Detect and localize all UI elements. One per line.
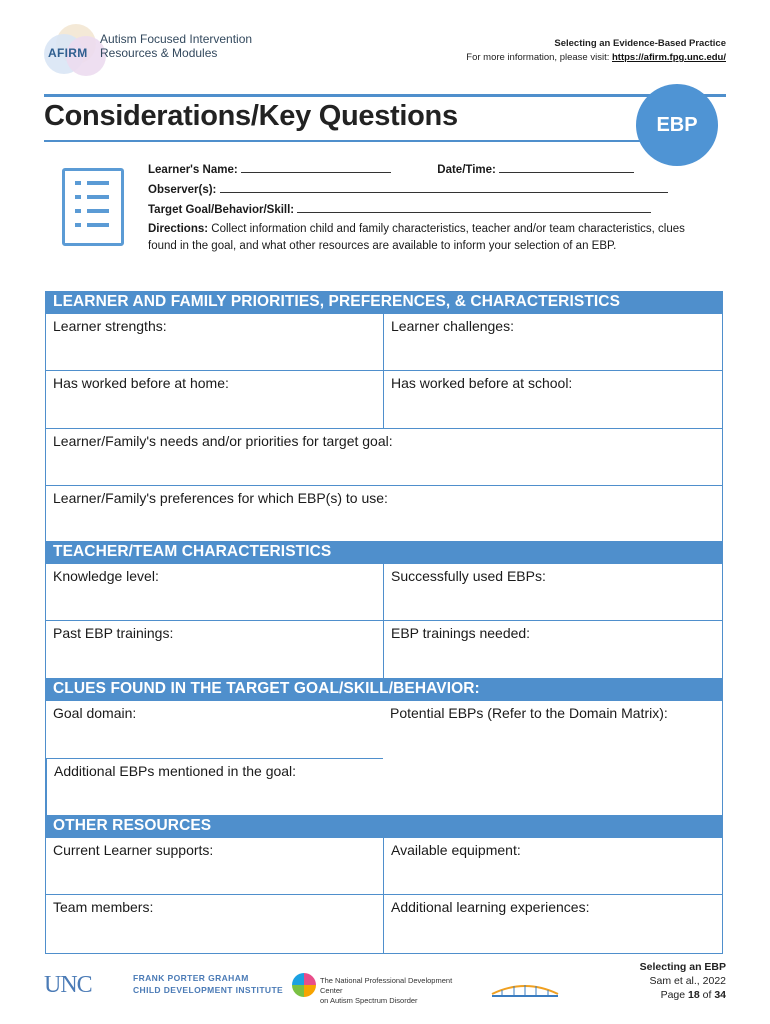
team-members-cell[interactable]: Team members: <box>53 899 154 915</box>
bridge-logo-icon <box>490 976 560 998</box>
doc-title: Selecting an Evidence-Based Practice <box>554 38 726 49</box>
section-learner-title: LEARNER AND FAMILY PRIORITIES, PREFERENCES, & CHARACTERISTICS <box>46 291 722 313</box>
logo-badge: AFIRM <box>48 46 88 60</box>
section-teacher-title: TEACHER/TEAM CHARACTERISTICS <box>46 541 722 563</box>
observers-label: Observer(s): <box>148 184 217 196</box>
section-clues-title: CLUES FOUND IN THE TARGET GOAL/SKILL/BEHAVIOR: <box>46 678 722 700</box>
unc-logo: UNC <box>44 972 92 998</box>
knowledge-level-cell[interactable]: Knowledge level: <box>53 568 159 584</box>
fpg-logo: FRANK PORTER GRAHAM CHILD DEVELOPMENT INSTITUTE <box>133 973 284 995</box>
footer-doc-title: Selecting an EBP <box>639 961 726 973</box>
npdc-orb-icon <box>292 973 316 997</box>
checklist-icon <box>62 168 124 246</box>
info-prefix: For more information, please visit: <box>466 52 610 63</box>
logo-name: Autism Focused Intervention Resources & Modules <box>100 32 253 60</box>
learner-name-field[interactable] <box>241 160 391 173</box>
worked-home-cell[interactable]: Has worked before at home: <box>53 375 229 391</box>
footer-citation <box>640 960 726 1002</box>
title-bottom-rule <box>44 140 644 142</box>
potential-ebps-cell[interactable]: Potential EBPs (Refer to the Domain Matrix): <box>390 705 668 721</box>
available-equipment-cell[interactable]: Available equipment: <box>383 838 722 894</box>
page-title: Considerations/Key Questions <box>44 100 458 132</box>
worked-school-cell[interactable]: Has worked before at school: <box>383 371 722 428</box>
learner-supports-cell[interactable]: Current Learner supports: <box>53 842 214 858</box>
afirm-link[interactable]: https://afirm.fpg.unc.edu/ <box>612 52 726 63</box>
title-top-rule <box>44 94 726 97</box>
observers-field[interactable] <box>220 180 668 193</box>
directions-text: Collect information child and family characteristics, teacher and/or team characteristics, clues found in the goal, and what other resources are available to inform your selection of an EBP. <box>148 223 685 252</box>
afirm-logo <box>44 22 254 74</box>
header-info <box>466 37 726 65</box>
past-trainings-cell[interactable]: Past EBP trainings: <box>53 625 174 641</box>
npdc-logo: The National Professional Development Center on Autism Spectrum Disorder <box>292 972 472 1000</box>
page-number: Page 18 of 34 <box>660 989 726 1001</box>
learner-strengths-cell[interactable]: Learner strengths: <box>53 318 167 334</box>
section-resources-title: OTHER RESOURCES <box>46 815 722 837</box>
info-fields <box>148 160 708 220</box>
trainings-needed-cell[interactable]: EBP trainings needed: <box>383 621 722 678</box>
learner-challenges-cell[interactable]: Learner challenges: <box>383 314 722 370</box>
target-field[interactable] <box>297 200 651 213</box>
date-time-label: Date/Time: <box>437 164 496 176</box>
family-preferences-cell[interactable]: Learner/Family's preferences for which EBP(s) to use: <box>46 485 722 541</box>
considerations-table <box>45 291 723 954</box>
directions-label: Directions: <box>148 223 209 235</box>
family-needs-cell[interactable]: Learner/Family's needs and/or priorities for target goal: <box>46 428 722 485</box>
additional-ebps-cell[interactable]: Additional EBPs mentioned in the goal: <box>46 758 383 815</box>
directions <box>148 221 708 255</box>
learner-name-label: Learner's Name: <box>148 164 238 176</box>
date-time-field[interactable] <box>499 160 634 173</box>
footer-citation-text: Sam et al., 2022 <box>649 975 726 987</box>
goal-domain-cell[interactable]: Goal domain: <box>53 705 137 721</box>
ebp-badge: EBP <box>636 84 718 166</box>
learning-experiences-cell[interactable]: Additional learning experiences: <box>383 895 722 953</box>
used-ebps-cell[interactable]: Successfully used EBPs: <box>383 564 722 620</box>
target-label: Target Goal/Behavior/Skill: <box>148 204 295 216</box>
